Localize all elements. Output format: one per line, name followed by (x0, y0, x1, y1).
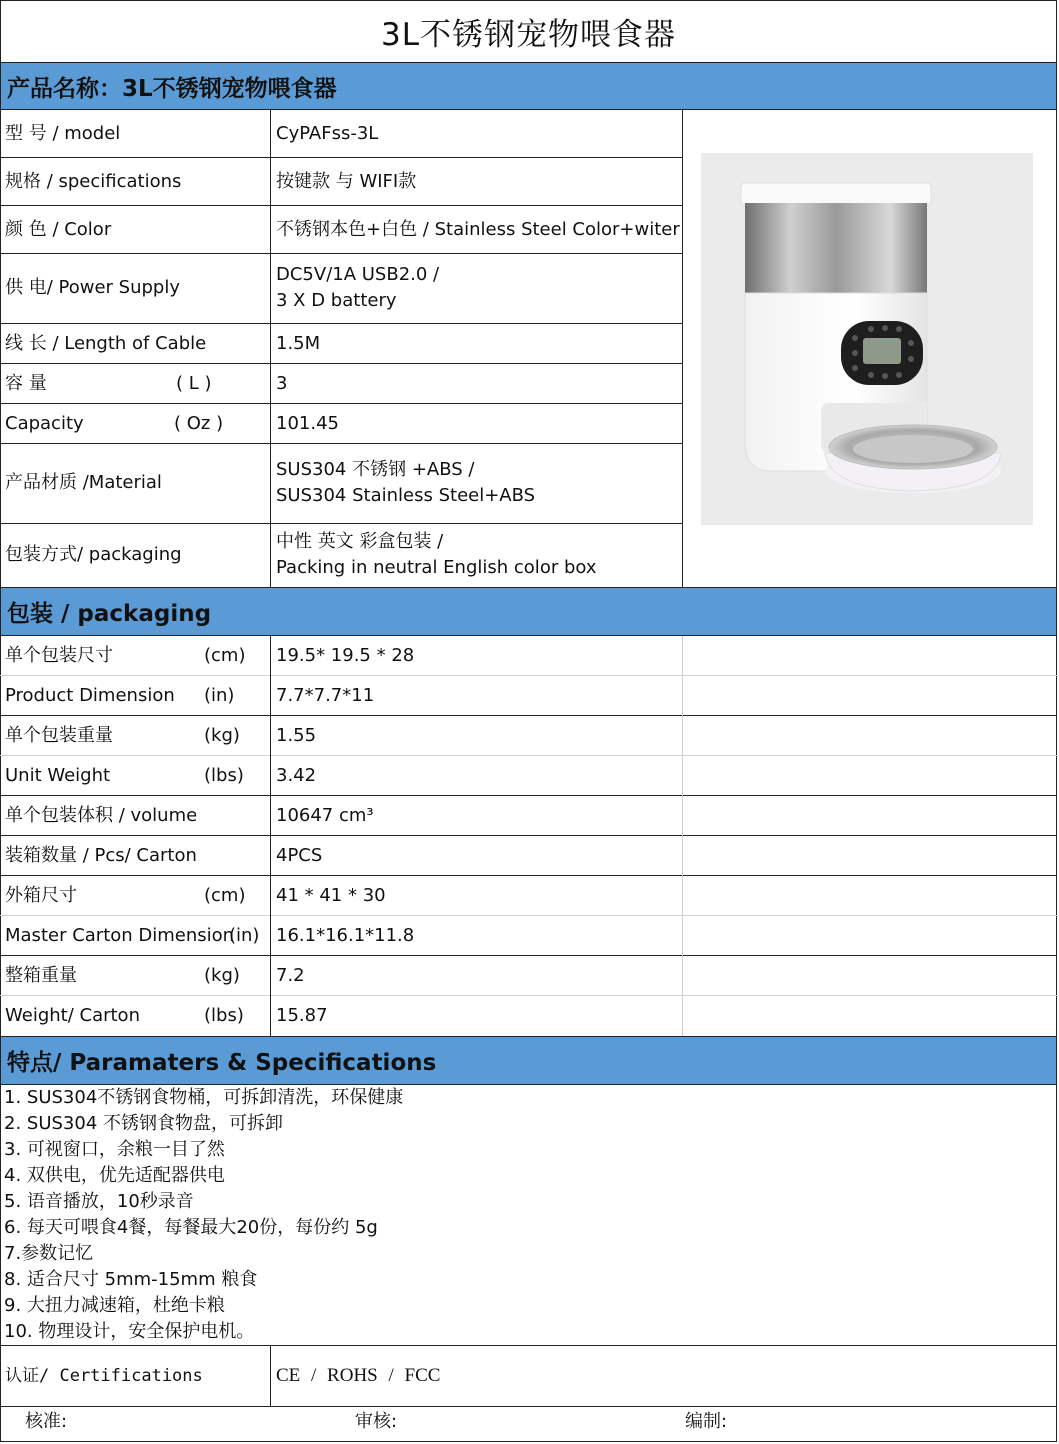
pack-row-label (0, 956, 270, 995)
grid-line (0, 1406, 1057, 1407)
certifications-value: CE / ROHS / FCC (276, 1365, 441, 1386)
grid-line (0, 915, 1057, 916)
feature-item: 1. SUS304不锈钢食物桶，可拆卸清洗，环保健康 (4, 1087, 404, 1108)
cable-value: 1.5M (276, 332, 321, 354)
grid-line (0, 955, 1057, 956)
grid-line (682, 110, 683, 587)
capacity-l-value: 3 (276, 372, 288, 394)
grid-line (0, 253, 682, 254)
pack-row-unit: (kg) (204, 964, 240, 986)
pack-row-unit: (lbs) (204, 764, 244, 786)
feature-item: 7.参数记忆 (4, 1243, 94, 1264)
spec-value: 按键款 与 WIFI款 (276, 170, 417, 192)
pack-row-value: 41 * 41 * 30 (276, 884, 386, 906)
power-label: 供 电/ Power Supply (5, 277, 180, 298)
pack-row-value: 1.55 (276, 724, 317, 746)
pack-row-label (0, 836, 270, 875)
grid-line (682, 636, 683, 1036)
spec-label: 规格 / specifications (5, 170, 182, 192)
footer-approve: 核准: (25, 1411, 68, 1432)
pack-row-label-text: 单个包装重量 (5, 724, 113, 746)
pack-row-value: 7.7*7.7*11 (276, 684, 375, 706)
model-value: CyPAFss-3L (276, 122, 379, 144)
pack-row-value: 19.5* 19.5 * 28 (276, 644, 415, 666)
pack-row-label-text: 单个包装尺寸 (5, 644, 113, 666)
packaging-value (271, 524, 681, 586)
pack-row-value: 10647 cm³ (276, 804, 374, 826)
color-value: 不锈钢本色+白色 / Stainless Steel Color+witer (276, 218, 680, 240)
grid-line (0, 205, 682, 206)
section-features: 特点/ Paramaters & Specifications (1, 1037, 1057, 1084)
pack-row-label (0, 756, 270, 795)
pack-row-label (0, 716, 270, 755)
pack-row-label (0, 676, 270, 715)
grid-line (270, 636, 271, 1036)
grid-line (0, 995, 1057, 996)
grid-line (0, 109, 1057, 110)
model-label: 型 号 / model (5, 122, 121, 144)
feature-item: 6. 每天可喂食4餐，每餐最大20份，每份约 5g (4, 1217, 378, 1238)
power-value-line2: 3 X D battery (276, 290, 397, 311)
pack-row-label (0, 876, 270, 915)
material-value (271, 444, 681, 522)
power-value (271, 254, 681, 322)
certifications-label: 认证/ Certifications (5, 1366, 203, 1386)
pack-row-unit: (lbs) (204, 1004, 244, 1026)
capacity-l-unit: ( L ) (176, 372, 212, 394)
packaging-label: 包装方式/ packaging (5, 544, 182, 565)
grid-line (270, 1345, 271, 1406)
pack-row-label-text: Master Carton Dimension (5, 924, 235, 946)
pack-row-label-text: Weight/ Carton (5, 1004, 140, 1026)
feature-item: 9. 大扭力减速箱，杜绝卡粮 (4, 1295, 225, 1316)
pack-row-value: 3.42 (276, 764, 317, 786)
pack-row-unit: (in) (229, 924, 260, 946)
cable-label: 线 长 / Length of Cable (5, 332, 207, 354)
grid-line (0, 363, 682, 364)
grid-line (0, 755, 1057, 756)
grid-line (1056, 0, 1057, 1442)
feature-item: 10. 物理设计，安全保护电机。 (4, 1321, 255, 1342)
pack-row-label-text: 单个包装体积 / volume (5, 804, 198, 826)
grid-line (0, 635, 1057, 636)
material-value-line1: SUS304 不锈钢 +ABS / (276, 459, 475, 480)
feature-item: 5. 语音播放，10秒录音 (4, 1191, 194, 1212)
capacity-oz-label-cell (0, 404, 270, 443)
page-title: 3L不锈钢宠物喂食器 (381, 16, 676, 53)
color-label: 颜 色 / Color (5, 218, 112, 240)
grid-line (0, 323, 682, 324)
capacity-l-label-cell (0, 364, 270, 403)
power-value-line1: DC5V/1A USB2.0 / (276, 264, 440, 285)
grid-line (0, 675, 1057, 676)
feature-item: 4. 双供电，优先适配器供电 (4, 1165, 225, 1186)
section-packaging: 包装 / packaging (1, 588, 1057, 635)
pack-row-value: 4PCS (276, 844, 323, 866)
feature-item: 2. SUS304 不锈钢食物盘，可拆卸 (4, 1113, 283, 1134)
pack-row-value: 7.2 (276, 964, 305, 986)
pack-row-value: 16.1*16.1*11.8 (276, 924, 415, 946)
footer-review: 审核: (355, 1411, 398, 1432)
material-value-line2: SUS304 Stainless Steel+ABS (276, 485, 536, 506)
grid-line (0, 715, 1057, 716)
grid-line (0, 1084, 1057, 1085)
grid-line (0, 403, 682, 404)
pack-row-label (0, 796, 270, 835)
grid-line (270, 110, 271, 587)
packaging-value-line2: Packing in neutral English color box (276, 557, 597, 578)
pack-row-label-text: Product Dimension (5, 684, 175, 706)
pack-row-label (0, 916, 270, 955)
pack-row-value: 15.87 (276, 1004, 328, 1026)
feature-item: 3. 可视窗口，余粮一目了然 (4, 1139, 225, 1160)
grid-line (0, 1036, 1057, 1037)
pack-row-unit: (cm) (204, 644, 246, 666)
section-product-name: 产品名称：3L不锈钢宠物喂食器 (1, 63, 1057, 109)
packaging-value-line1: 中性 英文 彩盒包装 / (276, 531, 444, 552)
grid-line (0, 157, 682, 158)
feature-item: 8. 适合尺寸 5mm-15mm 粮食 (4, 1269, 258, 1290)
pack-row-label-text: 装箱数量 / Pcs/ Carton (5, 844, 197, 866)
grid-line (0, 0, 1057, 1)
grid-line (0, 62, 1057, 63)
grid-line (0, 587, 1057, 588)
grid-line (0, 835, 1057, 836)
grid-line (0, 523, 682, 524)
footer-compile: 编制: (685, 1411, 728, 1432)
grid-line (0, 1441, 1057, 1442)
grid-line (0, 0, 1, 1442)
pet-feeder-illustration (701, 153, 1033, 525)
pack-row-unit: (kg) (204, 724, 240, 746)
pack-row-label-text: 整箱重量 (5, 964, 77, 986)
grid-line (0, 875, 1057, 876)
pack-row-label-text: Unit Weight (5, 764, 111, 786)
pet-feeder-photo (701, 153, 1033, 525)
features-list (4, 1085, 704, 1345)
grid-line (0, 795, 1057, 796)
grid-line (0, 443, 682, 444)
pack-row-label-text: 外箱尺寸 (5, 884, 77, 906)
grid-line (0, 1345, 1057, 1346)
material-label: 产品材质 /Material (5, 472, 162, 493)
pack-row-label (0, 636, 270, 675)
pack-row-unit: (in) (204, 684, 235, 706)
capacity-oz-label: Capacity (5, 412, 84, 434)
capacity-oz-value: 101.45 (276, 412, 339, 434)
capacity-oz-unit: ( Oz ) (174, 412, 224, 434)
capacity-l-label: 容 量 (5, 372, 47, 394)
pack-row-label (0, 996, 270, 1035)
pack-row-unit: (cm) (204, 884, 246, 906)
